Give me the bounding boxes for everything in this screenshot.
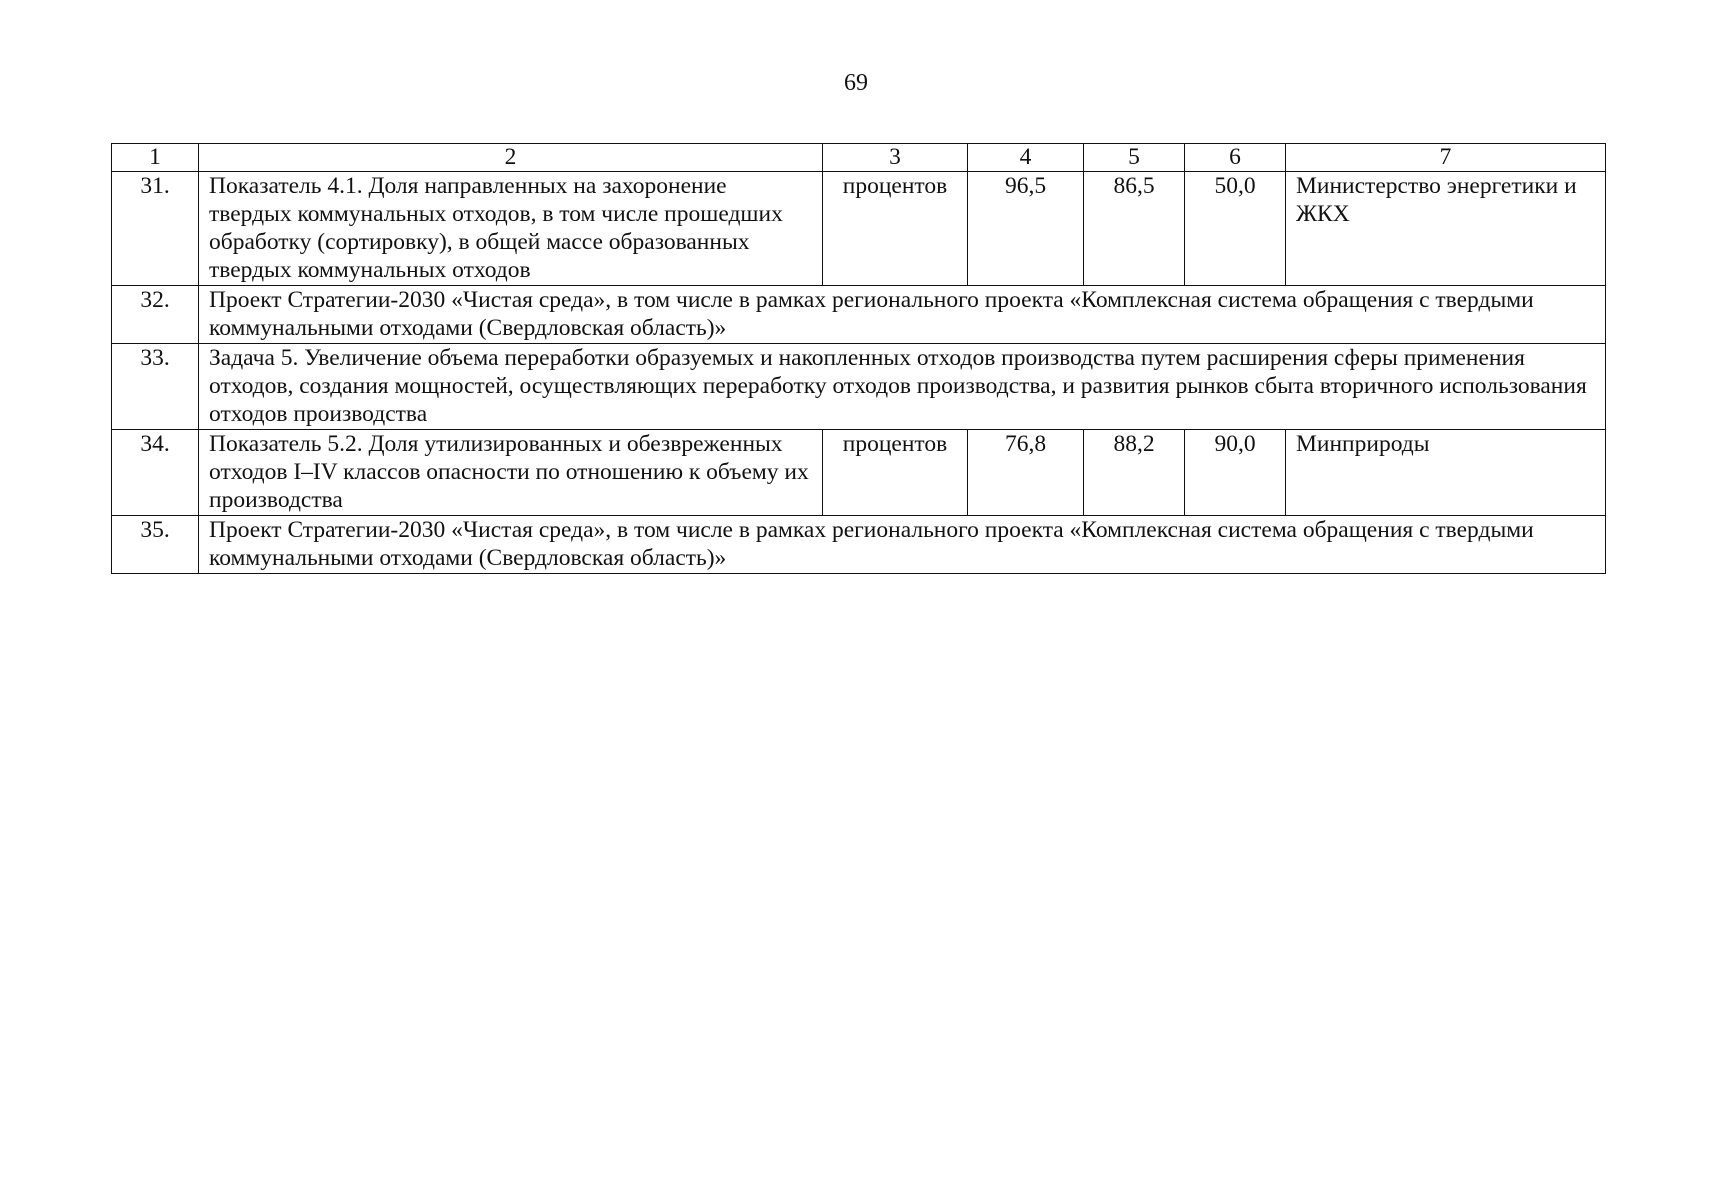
column-header-5: 5 bbox=[1084, 144, 1185, 172]
table-header-row bbox=[112, 144, 1606, 172]
indicator-value-3: 90,0 bbox=[1185, 430, 1286, 516]
row-number: 35. bbox=[112, 516, 199, 574]
indicator-value-2: 88,2 bbox=[1084, 430, 1185, 516]
indicator-unit: процентов bbox=[823, 172, 968, 286]
indicator-value-1: 76,8 bbox=[968, 430, 1084, 516]
responsible-body: Минприроды bbox=[1286, 430, 1606, 516]
table-row bbox=[112, 286, 1606, 344]
table-row bbox=[112, 344, 1606, 430]
project-description: Проект Стратегии-2030 «Чистая среда», в том числе в рамках регионального проекта «Комплексная система обращения с твердыми коммунальными отходами (Свердловская область)» bbox=[199, 516, 1606, 574]
indicator-unit: процентов bbox=[823, 430, 968, 516]
indicators-table bbox=[111, 143, 1606, 574]
table-row bbox=[112, 172, 1606, 286]
column-header-2: 2 bbox=[199, 144, 823, 172]
table-row bbox=[112, 430, 1606, 516]
column-header-7: 7 bbox=[1286, 144, 1606, 172]
row-number: 33. bbox=[112, 344, 199, 430]
indicator-name: Показатель 5.2. Доля утилизированных и обезвреженных отходов I–IV классов опасности по отношению к объему их производства bbox=[199, 430, 823, 516]
indicator-value-1: 96,5 bbox=[968, 172, 1084, 286]
task-description: Задача 5. Увеличение объема переработки образуемых и накопленных отходов производства путем расширения сферы применения отходов, создания мощностей, осуществляющих переработку отходов производства, и развития рынков сбыта вторичного использования отходов производства bbox=[199, 344, 1606, 430]
indicator-name: Показатель 4.1. Доля направленных на захоронение твердых коммунальных отходов, в том числе прошедших обработку (сортировку), в общей массе образованных твердых коммунальных отходов bbox=[199, 172, 823, 286]
column-header-6: 6 bbox=[1185, 144, 1286, 172]
column-header-3: 3 bbox=[823, 144, 968, 172]
indicator-value-3: 50,0 bbox=[1185, 172, 1286, 286]
project-description: Проект Стратегии-2030 «Чистая среда», в том числе в рамках регионального проекта «Комплексная система обращения с твердыми коммунальными отходами (Свердловская область)» bbox=[199, 286, 1606, 344]
column-header-4: 4 bbox=[968, 144, 1084, 172]
row-number: 34. bbox=[112, 430, 199, 516]
page-number: 69 bbox=[844, 70, 868, 96]
indicator-value-2: 86,5 bbox=[1084, 172, 1185, 286]
row-number: 32. bbox=[112, 286, 199, 344]
column-header-1: 1 bbox=[112, 144, 199, 172]
table-row bbox=[112, 516, 1606, 574]
row-number: 31. bbox=[112, 172, 199, 286]
responsible-body: Министерство энергетики и ЖКХ bbox=[1286, 172, 1606, 286]
